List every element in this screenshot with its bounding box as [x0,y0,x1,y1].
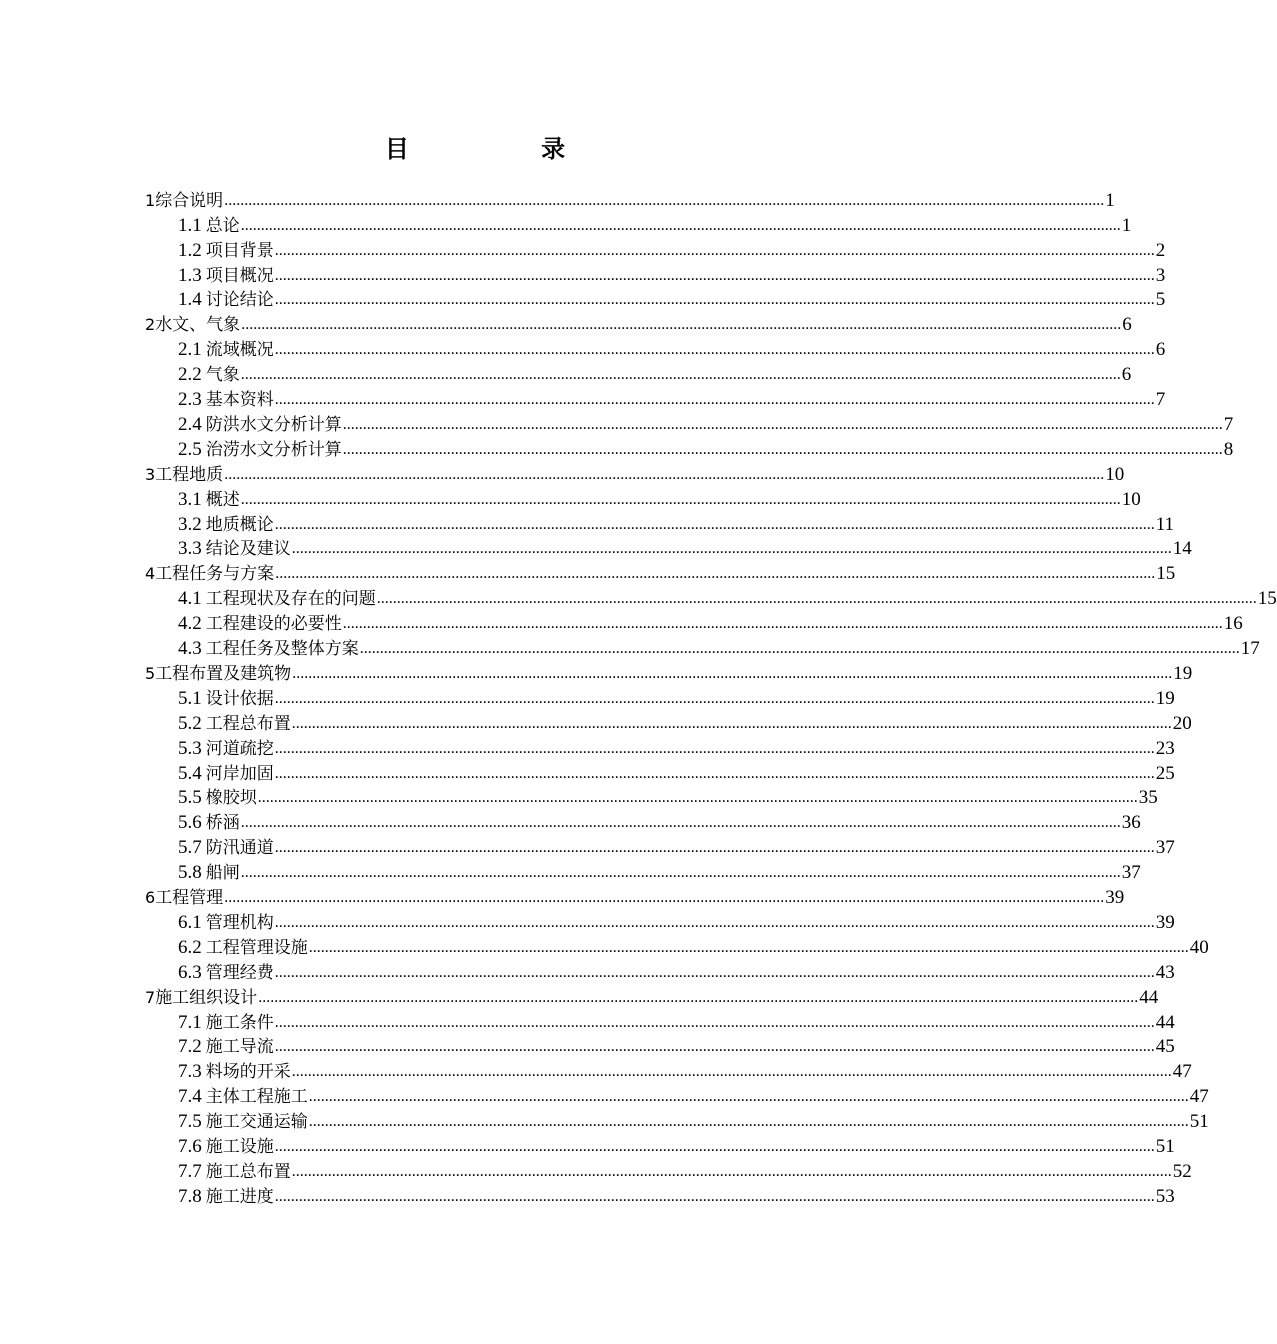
toc-number: 3.2 [178,513,202,535]
toc-number: 4.2 [178,613,202,635]
toc-page-number: 37 [1155,837,1175,859]
toc-label: 料场的开采 [205,1062,291,1083]
toc-number: 2.1 [178,339,202,361]
toc-section[interactable] [178,262,1166,287]
toc-label: 施工进度 [205,1186,274,1207]
toc-section[interactable] [178,486,1141,511]
toc-page-number: 6 [1122,314,1132,336]
toc-page-number: 3 [1155,264,1166,286]
toc-leader-dots: ............................................................................................................................................................................................................................ [224,889,1105,907]
toc-number: 6.3 [178,961,202,983]
toc-page-number: 45 [1155,1036,1175,1058]
toc-number: 1.1 [178,214,202,236]
toc-page-number: 15 [1156,563,1176,585]
toc-number: 6.2 [178,936,202,958]
toc-leader-dots: ............................................................................................................................................................................................................................ [308,1113,1189,1131]
toc-label: 施工导流 [205,1037,274,1058]
toc-label: 施工条件 [205,1012,274,1033]
toc-number: 6 [145,888,156,908]
toc-number: 5.2 [178,712,202,734]
toc-label: 橡胶坝 [205,788,257,809]
toc-label: 工程任务与方案 [155,564,275,585]
toc-label: 讨论结论 [205,290,274,311]
toc-leader-dots: ............................................................................................................................................................................................................................ [224,465,1105,483]
toc-section[interactable] [178,287,1166,312]
toc-section[interactable] [178,336,1166,361]
toc-chapter[interactable] [145,984,1159,1009]
toc-number: 7.3 [178,1061,202,1083]
toc-number: 1.3 [178,264,202,286]
toc-section[interactable] [178,1009,1175,1034]
toc-page-number: 1 [1121,214,1132,236]
toc-leader-dots: ............................................................................................................................................................................................................................ [342,415,1223,433]
toc-number: 7.4 [178,1086,202,1108]
toc-label: 气象 [205,365,240,386]
toc-number: 5.1 [178,687,202,709]
toc-section[interactable] [178,1059,1192,1084]
toc-label: 工程管理设施 [205,937,308,958]
toc-leader-dots: ............................................................................................................................................................................................................................ [274,739,1155,757]
toc-leader-dots: ............................................................................................................................................................................................................................ [274,1038,1155,1056]
toc-leader-dots: ............................................................................................................................................................................................................................ [308,938,1189,956]
toc-number: 5.8 [178,862,202,884]
toc-section[interactable] [178,934,1209,959]
toc-label: 防洪水文分析计算 [205,414,342,435]
toc-section[interactable] [178,1083,1209,1108]
toc-leader-dots: ............................................................................................................................................................................................................................ [274,1013,1155,1031]
toc-page-number: 16 [1223,613,1243,635]
toc-label: 工程布置及建筑物 [155,663,292,684]
toc-number: 1 [145,190,156,210]
toc-number: 5.4 [178,762,202,784]
toc-label: 结论及建议 [205,539,291,560]
toc-section[interactable] [178,411,1234,436]
toc-leader-dots: ............................................................................................................................................................................................................................ [274,241,1155,259]
toc-number: 1.2 [178,239,202,261]
toc-leader-dots: ............................................................................................................................................................................................................................ [240,490,1121,508]
toc-page-number: 17 [1240,638,1260,660]
toc-leader-dots: ............................................................................................................................................................................................................................ [274,266,1155,284]
toc-leader-dots: ............................................................................................................................................................................................................................ [274,1187,1155,1205]
toc-label: 设计依据 [205,688,274,709]
toc-leader-dots: ............................................................................................................................................................................................................................ [274,1138,1155,1156]
toc-number: 7.5 [178,1111,202,1133]
toc-number: 2.4 [178,413,202,435]
toc-leader-dots: ............................................................................................................................................................................................................................ [274,963,1155,981]
toc-chapter[interactable] [145,884,1125,909]
toc-number: 3.3 [178,538,202,560]
toc-page-number: 44 [1155,1011,1175,1033]
toc-leader-dots: ............................................................................................................................................................................................................................ [291,714,1172,732]
toc-label: 河道疏挖 [205,738,274,759]
toc-label: 工程总布置 [205,713,291,734]
toc-section[interactable] [178,635,1260,660]
toc-page-number: 6 [1155,339,1166,361]
toc-page-number: 10 [1121,488,1141,510]
toc-number: 4.3 [178,638,202,660]
toc-label: 水文、气象 [155,315,241,336]
toc-number: 7.8 [178,1185,202,1207]
toc-number: 7.7 [178,1160,202,1182]
toc-label: 工程建设的必要性 [205,614,342,635]
toc-page-number: 19 [1173,662,1193,684]
toc-leader-dots: ............................................................................................................................................................................................................................ [240,216,1121,234]
toc-label: 防汛通道 [205,838,274,859]
toc-number: 4.1 [178,588,202,610]
toc-number: 7.1 [178,1011,202,1033]
toc-section[interactable] [178,785,1158,810]
toc-leader-dots: ............................................................................................................................................................................................................................ [224,191,1105,209]
toc-leader-dots: ............................................................................................................................................................................................................................ [291,1162,1172,1180]
toc-leader-dots: ............................................................................................................................................................................................................................ [241,316,1122,334]
toc-page-number: 14 [1172,538,1192,560]
toc-label: 施工交通运输 [205,1112,308,1133]
toc-page-number: 51 [1155,1136,1175,1158]
toc-number: 5 [145,663,156,683]
toc-number: 2.5 [178,438,202,460]
toc-leader-dots: ............................................................................................................................................................................................................................ [342,440,1223,458]
toc-leader-dots: ............................................................................................................................................................................................................................ [257,789,1138,807]
toc-label: 施工组织设计 [155,987,258,1008]
toc-label: 施工总布置 [205,1161,291,1182]
toc-leader-dots: ............................................................................................................................................................................................................................ [274,839,1155,857]
toc-leader-dots: ............................................................................................................................................................................................................................ [274,913,1155,931]
toc-page-number: 36 [1121,812,1141,834]
toc-section[interactable] [178,959,1175,984]
toc-label: 概述 [205,489,240,510]
toc-page-number: 2 [1155,239,1166,261]
toc-leader-dots: ............................................................................................................................................................................................................................ [376,590,1257,608]
toc-chapter[interactable] [145,187,1115,212]
toc-label: 管理机构 [205,912,274,933]
toc-label: 基本资料 [205,390,274,411]
toc-section[interactable] [178,909,1175,934]
toc-label: 管理经费 [205,962,274,983]
toc-section[interactable] [178,361,1132,386]
toc-section[interactable] [178,1183,1175,1208]
toc-chapter[interactable] [145,461,1125,486]
toc-number: 3.1 [178,488,202,510]
toc-page-number: 7 [1223,413,1234,435]
toc-section[interactable] [178,1133,1175,1158]
toc-page-number: 37 [1121,862,1141,884]
toc-label: 主体工程施工 [205,1087,308,1108]
toc-section[interactable] [178,536,1192,561]
toc-page-number: 6 [1121,364,1132,386]
toc-page-number: 7 [1155,389,1166,411]
toc-number: 4 [145,564,156,584]
toc-leader-dots: ............................................................................................................................................................................................................................ [274,391,1155,409]
toc-number: 5.3 [178,737,202,759]
toc-page-number: 35 [1138,787,1158,809]
toc-label: 施工设施 [205,1137,274,1158]
toc-number: 5.7 [178,837,202,859]
toc-section[interactable] [178,237,1166,262]
toc-number: 5.6 [178,812,202,834]
toc-chapter[interactable] [145,660,1193,685]
toc-leader-dots: ............................................................................................................................................................................................................................ [274,689,1155,707]
toc-page-number: 25 [1155,762,1175,784]
toc-leader-dots: ............................................................................................................................................................................................................................ [240,864,1121,882]
toc-page-number: 5 [1155,289,1166,311]
toc-number: 5.5 [178,787,202,809]
toc-section[interactable] [178,685,1175,710]
toc-label: 地质概论 [205,514,274,535]
toc-page-number: 19 [1155,687,1175,709]
toc-page-number: 43 [1155,961,1175,983]
toc-page-number: 10 [1105,463,1125,485]
toc-page-number: 20 [1172,712,1192,734]
toc-page-number: 1 [1105,189,1115,211]
toc-page-number: 47 [1172,1061,1192,1083]
toc-number: 7.2 [178,1036,202,1058]
toc-label: 总论 [205,215,240,236]
toc-section[interactable] [178,859,1141,884]
toc-leader-dots: ............................................................................................................................................................................................................................ [359,640,1240,658]
toc-label: 项目背景 [205,240,274,261]
toc-leader-dots: ............................................................................................................................................................................................................................ [292,664,1173,682]
toc-page-number: 40 [1189,936,1209,958]
toc-section[interactable] [178,1034,1175,1059]
toc-page-number: 39 [1105,887,1125,909]
toc-chapter[interactable] [145,561,1176,586]
toc-label: 工程管理 [155,888,224,909]
toc-label: 工程地质 [155,464,224,485]
toc-label: 桥涵 [205,813,240,834]
toc-number: 3 [145,464,156,484]
toc-section[interactable] [178,511,1175,536]
toc-leader-dots: ............................................................................................................................................................................................................................ [240,814,1121,832]
toc-label: 综合说明 [155,190,224,211]
toc-leader-dots: ............................................................................................................................................................................................................................ [275,565,1156,583]
toc-section[interactable] [178,760,1175,785]
toc-number: 7.6 [178,1136,202,1158]
toc-label: 船闸 [205,863,240,884]
toc-page-number: 39 [1155,911,1175,933]
toc-label: 治涝水文分析计算 [205,439,342,460]
toc-leader-dots: ............................................................................................................................................................................................................................ [291,1063,1172,1081]
toc-section[interactable] [178,1108,1209,1133]
page-title: 目 录 [384,135,628,163]
toc-page-number: 52 [1172,1160,1192,1182]
toc-section[interactable] [178,436,1234,461]
toc-leader-dots: ............................................................................................................................................................................................................................ [308,1088,1189,1106]
toc-leader-dots: ............................................................................................................................................................................................................................ [274,515,1155,533]
toc-section[interactable] [178,386,1166,411]
toc-section[interactable] [178,585,1277,610]
toc-number: 2.2 [178,364,202,386]
toc-leader-dots: ............................................................................................................................................................................................................................ [274,764,1155,782]
toc-leader-dots: ............................................................................................................................................................................................................................ [291,540,1172,558]
toc-page-number: 51 [1189,1111,1209,1133]
toc-page-number: 11 [1155,513,1175,535]
toc-page-number: 47 [1189,1086,1209,1108]
toc-number: 6.1 [178,911,202,933]
toc-leader-dots: ............................................................................................................................................................................................................................ [274,341,1155,359]
toc-label: 工程任务及整体方案 [205,639,359,660]
toc-section[interactable] [178,1158,1192,1183]
toc-label: 项目概况 [205,265,274,286]
toc-section[interactable] [178,834,1175,859]
toc-leader-dots: ............................................................................................................................................................................................................................ [240,366,1121,384]
toc-number: 7 [145,987,156,1007]
toc-page-number: 15 [1257,588,1277,610]
toc-section[interactable] [178,735,1175,760]
toc-page-number: 8 [1223,438,1234,460]
toc-label: 流域概况 [205,340,274,361]
toc-section[interactable] [178,810,1141,835]
toc-label: 河岸加固 [205,763,274,784]
toc-page-number: 44 [1139,986,1159,1008]
toc-label: 工程现状及存在的问题 [205,589,376,610]
toc-leader-dots: ............................................................................................................................................................................................................................ [274,291,1155,309]
toc-section[interactable] [178,610,1243,635]
toc-number: 2.3 [178,389,202,411]
toc-page-number: 23 [1155,737,1175,759]
toc-section[interactable] [178,212,1132,237]
toc-leader-dots: ............................................................................................................................................................................................................................ [342,615,1223,633]
toc-section[interactable] [178,710,1192,735]
toc-number: 2 [145,315,156,335]
toc-page-number: 53 [1155,1185,1175,1207]
toc-chapter[interactable] [145,312,1132,337]
toc-number: 1.4 [178,289,202,311]
toc-leader-dots: ............................................................................................................................................................................................................................ [258,988,1139,1006]
